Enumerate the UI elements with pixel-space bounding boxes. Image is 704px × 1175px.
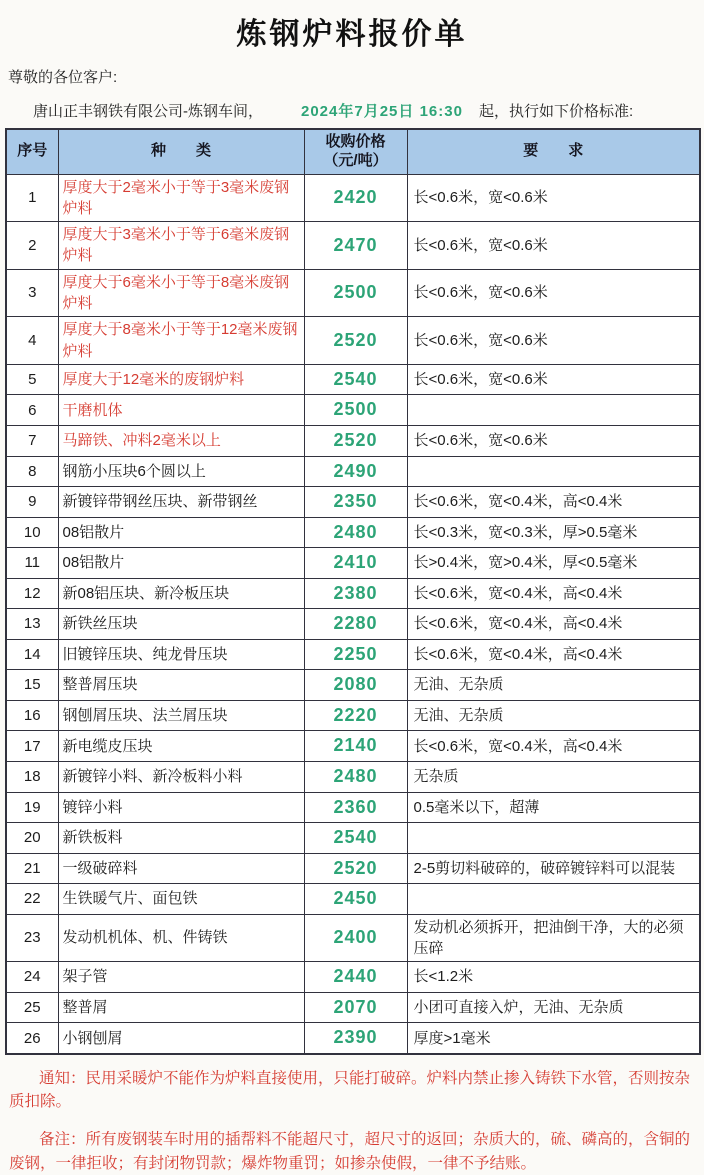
table-row xyxy=(6,425,700,456)
price-table-header xyxy=(6,129,700,174)
row-number-cell: 17 xyxy=(6,731,58,762)
requirement-cell: 长<0.6米，宽<0.4米，高<0.4米 xyxy=(407,609,700,640)
requirement-cell: 长>0.4米，宽>0.4米，厚<0.5毫米 xyxy=(407,548,700,579)
material-kind-cell: 整普屑 xyxy=(58,992,304,1023)
price-cell: 2420 xyxy=(304,174,407,222)
row-number-cell: 22 xyxy=(6,884,58,915)
row-number-cell: 3 xyxy=(6,269,58,317)
row-number-cell: 26 xyxy=(6,1023,58,1054)
table-row xyxy=(6,992,700,1023)
table-row xyxy=(6,517,700,548)
requirement-cell: 无杂质 xyxy=(407,761,700,792)
price-table-body xyxy=(6,174,700,1054)
row-number-cell: 20 xyxy=(6,823,58,854)
price-cell: 2410 xyxy=(304,548,407,579)
price-cell: 2520 xyxy=(304,317,407,365)
company-name: 唐山正丰钢铁有限公司-炼钢车间， xyxy=(33,103,263,120)
requirement-cell: 2-5剪切料破碎的，破碎镀锌料可以混装 xyxy=(407,853,700,884)
row-number-cell: 13 xyxy=(6,609,58,640)
requirement-cell xyxy=(407,456,700,487)
material-kind-cell: 新电缆皮压块 xyxy=(58,731,304,762)
row-number-cell: 15 xyxy=(6,670,58,701)
table-row xyxy=(6,823,700,854)
row-number-cell: 23 xyxy=(6,914,58,962)
requirement-cell: 长<0.6米，宽<0.4米，高<0.4米 xyxy=(407,578,700,609)
price-cell: 2540 xyxy=(304,364,407,395)
remark-paragraph: 备注：所有废钢装车时用的插帮料不能超尺寸，超尺寸的返回；杂质大的，硫、磷高的，含铜的废钢，一律拒收；有封闭物罚款；爆炸物重罚；如掺杂使假，一律不予结账。 xyxy=(9,1131,691,1172)
requirement-cell: 厚度>1毫米 xyxy=(407,1023,700,1054)
requirement-cell: 0.5毫米以下，超薄 xyxy=(407,792,700,823)
price-cell: 2070 xyxy=(304,992,407,1023)
material-kind-cell: 新镀锌带钢丝压块、新带钢丝 xyxy=(58,487,304,518)
requirement-cell: 长<0.6米，宽<0.4米，高<0.4米 xyxy=(407,487,700,518)
price-cell: 2500 xyxy=(304,395,407,426)
material-kind-cell: 新铁丝压块 xyxy=(58,609,304,640)
material-kind-cell: 新08铝压块、新冷板压块 xyxy=(58,578,304,609)
material-kind-cell: 生铁暖气片、面包铁 xyxy=(58,884,304,915)
row-number-cell: 25 xyxy=(6,992,58,1023)
requirement-cell xyxy=(407,823,700,854)
requirement-cell: 长<0.6米，宽<0.4米，高<0.4米 xyxy=(407,639,700,670)
material-kind-cell: 新镀锌小料、新冷板料小料 xyxy=(58,761,304,792)
row-number-cell: 9 xyxy=(6,487,58,518)
table-row xyxy=(6,914,700,962)
requirement-cell: 长<0.3米，宽<0.3米，厚>0.5毫米 xyxy=(407,517,700,548)
header-row xyxy=(6,129,700,174)
price-table xyxy=(5,128,701,1055)
intro-suffix: 起，执行如下价格标准: xyxy=(478,103,634,120)
table-row xyxy=(6,884,700,915)
row-number-cell: 8 xyxy=(6,456,58,487)
table-row xyxy=(6,578,700,609)
table-row xyxy=(6,761,700,792)
price-cell: 2440 xyxy=(304,962,407,993)
requirement-cell: 小团可直接入炉，无油、无杂质 xyxy=(407,992,700,1023)
requirement-cell xyxy=(407,884,700,915)
material-kind-cell: 08铝散片 xyxy=(58,548,304,579)
price-cell: 2500 xyxy=(304,269,407,317)
table-row xyxy=(6,456,700,487)
price-cell: 2220 xyxy=(304,700,407,731)
material-kind-cell: 整普屑压块 xyxy=(58,670,304,701)
material-kind-cell: 镀锌小料 xyxy=(58,792,304,823)
page-title: 炼钢炉料报价单 xyxy=(236,18,468,51)
material-kind-cell: 08铝散片 xyxy=(58,517,304,548)
price-cell: 2520 xyxy=(304,853,407,884)
price-cell: 2480 xyxy=(304,517,407,548)
table-row xyxy=(6,700,700,731)
row-number-cell: 4 xyxy=(6,317,58,365)
table-row xyxy=(6,395,700,426)
material-kind-cell: 厚度大于8毫米小于等于12毫米废钢炉料 xyxy=(58,317,304,365)
material-kind-cell: 旧镀锌压块、纯龙骨压块 xyxy=(58,639,304,670)
material-kind-cell: 新铁板料 xyxy=(58,823,304,854)
row-number-cell: 10 xyxy=(6,517,58,548)
material-kind-cell: 马蹄铁、冲料2毫米以上 xyxy=(58,425,304,456)
material-kind-cell: 架子管 xyxy=(58,962,304,993)
table-row xyxy=(6,364,700,395)
table-row xyxy=(6,269,700,317)
price-cell: 2350 xyxy=(304,487,407,518)
table-row xyxy=(6,317,700,365)
requirement-cell: 长<0.6米，宽<0.6米 xyxy=(407,364,700,395)
requirement-cell: 无油、无杂质 xyxy=(407,670,700,701)
requirement-cell: 长<0.6米，宽<0.6米 xyxy=(407,174,700,222)
table-row xyxy=(6,548,700,579)
col-header-no: 序号 xyxy=(6,129,58,174)
price-cell: 2140 xyxy=(304,731,407,762)
price-cell: 2400 xyxy=(304,914,407,962)
price-cell: 2490 xyxy=(304,456,407,487)
material-kind-cell: 厚度大于6毫米小于等于8毫米废钢炉料 xyxy=(58,269,304,317)
material-kind-cell: 厚度大于12毫米的废钢炉料 xyxy=(58,364,304,395)
table-row xyxy=(6,639,700,670)
table-row xyxy=(6,962,700,993)
table-row xyxy=(6,487,700,518)
requirement-cell: 长<1.2米 xyxy=(407,962,700,993)
table-row xyxy=(6,609,700,640)
price-cell: 2450 xyxy=(304,884,407,915)
row-number-cell: 21 xyxy=(6,853,58,884)
row-number-cell: 7 xyxy=(6,425,58,456)
material-kind-cell: 厚度大于3毫米小于等于6毫米废钢炉料 xyxy=(58,222,304,270)
price-cell: 2470 xyxy=(304,222,407,270)
row-number-cell: 12 xyxy=(6,578,58,609)
row-number-cell: 5 xyxy=(6,364,58,395)
row-number-cell: 6 xyxy=(6,395,58,426)
requirement-cell: 无油、无杂质 xyxy=(407,700,700,731)
footer-notes xyxy=(9,1067,695,1175)
table-row xyxy=(6,670,700,701)
intro-line xyxy=(33,100,704,121)
row-number-cell: 24 xyxy=(6,962,58,993)
material-kind-cell: 钢筋小压块6个圆以上 xyxy=(58,456,304,487)
effective-datetime: 2024年7月25日 16:30 xyxy=(301,103,463,120)
table-row xyxy=(6,731,700,762)
col-header-req: 要 求 xyxy=(407,129,700,174)
table-row xyxy=(6,853,700,884)
col-header-kind: 种 类 xyxy=(58,129,304,174)
price-cell: 2280 xyxy=(304,609,407,640)
material-kind-cell: 发动机机体、机、件铸铁 xyxy=(58,914,304,962)
price-cell: 2520 xyxy=(304,425,407,456)
price-cell: 2250 xyxy=(304,639,407,670)
table-row xyxy=(6,792,700,823)
notice-paragraph: 通知：民用采暖炉不能作为炉料直接使用，只能打破碎。炉料内禁止掺入铸铁下水管，否则按杂质扣除。 xyxy=(9,1069,691,1111)
price-cell: 2480 xyxy=(304,761,407,792)
table-row xyxy=(6,1023,700,1054)
table-row xyxy=(6,174,700,222)
row-number-cell: 18 xyxy=(6,761,58,792)
price-cell: 2390 xyxy=(304,1023,407,1054)
price-cell: 2380 xyxy=(304,578,407,609)
requirement-cell: 长<0.6米，宽<0.6米 xyxy=(407,317,700,365)
col-header-price-line1: 收购价格 xyxy=(325,133,386,150)
table-row xyxy=(6,222,700,270)
requirement-cell: 长<0.6米，宽<0.6米 xyxy=(407,269,700,317)
price-cell: 2360 xyxy=(304,792,407,823)
col-header-price-line2: （元/吨） xyxy=(323,151,388,169)
col-header-price xyxy=(304,129,407,174)
requirement-cell: 长<0.6米，宽<0.6米 xyxy=(407,425,700,456)
material-kind-cell: 一级破碎料 xyxy=(58,853,304,884)
material-kind-cell: 钢刨屑压块、法兰屑压块 xyxy=(58,700,304,731)
row-number-cell: 1 xyxy=(6,174,58,222)
row-number-cell: 11 xyxy=(6,548,58,579)
requirement-cell: 长<0.6米，宽<0.6米 xyxy=(407,222,700,270)
material-kind-cell: 小钢刨屑 xyxy=(58,1023,304,1054)
requirement-cell: 长<0.6米，宽<0.4米，高<0.4米 xyxy=(407,731,700,762)
material-kind-cell: 厚度大于2毫米小于等于3毫米废钢炉料 xyxy=(58,174,304,222)
row-number-cell: 16 xyxy=(6,700,58,731)
row-number-cell: 19 xyxy=(6,792,58,823)
material-kind-cell: 干磨机体 xyxy=(58,395,304,426)
requirement-cell xyxy=(407,395,700,426)
greeting-line: 尊敬的各位客户: xyxy=(8,69,118,86)
requirement-cell: 发动机必须拆开，把油倒干净，大的必须压碎 xyxy=(407,914,700,962)
price-cell: 2080 xyxy=(304,670,407,701)
row-number-cell: 2 xyxy=(6,222,58,270)
row-number-cell: 14 xyxy=(6,639,58,670)
price-cell: 2540 xyxy=(304,823,407,854)
